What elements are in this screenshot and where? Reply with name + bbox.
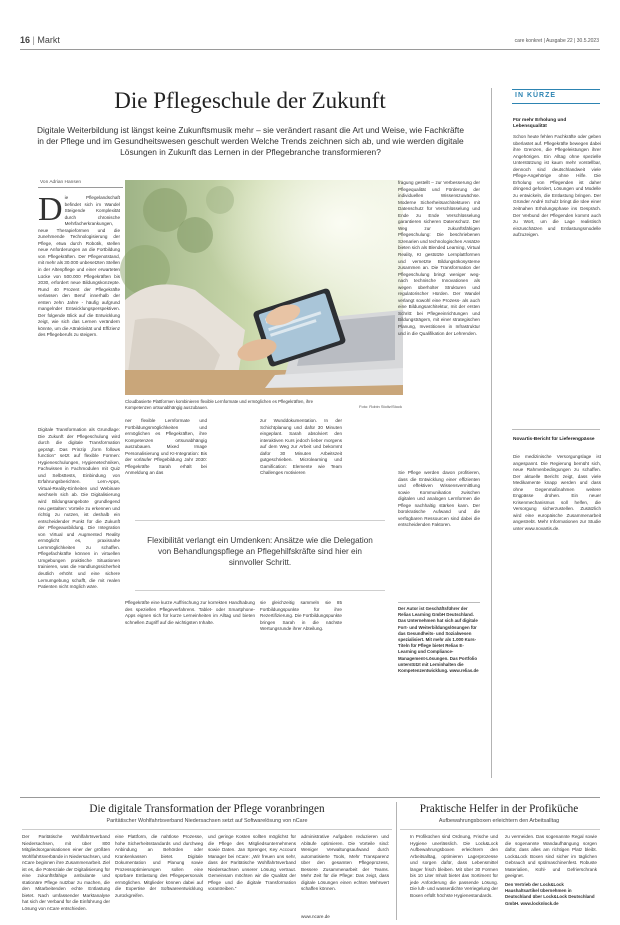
sidebar-item2-title: Novartis-Bericht für Lieferengpässe [513,437,595,442]
photo-credit: Foto: Robin Stoltz/Stock [359,404,402,409]
box-right-col2-text: zu vermeiden. Das sogenannte Regal sowie die sogenannte Wandaufhängung sorgen dafür, dass alles am richtigen Platz bleibt. Lock&Lock Boxen sind sicher im täglichen Gebrauch und spülmaschinenfest. Robuste Materialien, Kühl- und Gefrierschrank geeignet. [505,834,597,879]
bottom-boxes-divider [396,802,397,920]
box-right-col1 [410,834,498,922]
article-col4-body2 [398,470,480,528]
pull-quote: Flexibilität verlangt ein Umdenken: Ansätze wie die Delegation von Behandlungspflege an Pflegehilfskräfte sind hier ein sinnvoller Schritt. [147,536,373,567]
photo-caption: Cloudbasierte Plattformen kombinieren flexible Lernformate und ermöglichen es Pflegekräften, ihre Kompetenzen ortsunabhängig auszubauen. [125,399,313,410]
article-col3-body [260,418,342,513]
article-photo [125,180,403,395]
issue-info: care konkret | Ausgabe 22 | 30.5.2023 [514,38,599,44]
byline-rule [38,187,123,188]
box-right-col1-text: In Profiküchen sind Ordnung, Frische und Hygiene unerlässlich. Die Lock&Lock Aufbewahrungsboxen erleichtern den Arbeitsalltag, optimieren Lagerprozesse und sorgen dafür, dass Lebensmittel länger frisch bleiben. Mit über 30 Formen bis 10 Liter Inhalt bietet das Sortiment für jede Anforderung die passende Lösung. Die luft- und wasserdichte Verriegelung der Boxen erfüllt höchste Hygienestandards. [410,834,498,898]
col3-body-text: zur Wunddokumentation. In der Schichtplanung und dafür 30 Minuten eingeplant. Sarah absolviert den interaktiven Kurs jedoch lieber morgens auf dem Weg zur Arbeit und bekommt dafür 30 Minuten Arbeitszeit gutgeschrieben. Microlearning und Gamification: Elemente wie Team Challenges motivieren [260,418,342,476]
quote-rule-bottom [135,590,385,591]
sidebar-top-rule [512,89,600,90]
col1-body-text: Digitale Transformation als Grundlage: Die Zukunft der Pflegeschulung wird durch die digitale Transformation geprägt. Das Prinzip „form follows function“ setzt auf flexible Formen: Hygieneschulungen, Hygienetechniken, Fachwissen in Fachmodulen mit Quiz und Selbsttests, Einbindung von Erfahrungsberichten. Lern-Apps, Virtual-Reality-Einheiten und Webinare wechseln sich ab. Die Digitalisierung wird Bildungsangebote grundlegend neu gestalten: Vorteile zu erkennen und richtig zu nutzen, ist deshalb ein entscheidender Punkt für die Zukunft der Pflegeausbildung. Die Integration von Virtual und Augmented Reality ermöglicht es, praxisnahe Lernmöglichkeiten zu schaffen. Pflegefachkräfte können in virtuellen Umgebungen praktische Situationen trainieren, was die Handlungssicherheit deutlich erhöht und eine sichere Lernumgebung schafft, die mit realen Patienten nicht möglich wäre. [38,427,120,590]
article-col2-bottom [125,600,255,783]
article-col4-body [398,180,480,465]
sidebar-label-rule [512,103,600,104]
page-number: 16 [20,35,31,45]
article-col2-body [125,418,207,513]
box-right-contact-text: Den Vertrieb der Lock&Lock Haushaltsartikel übernehmen in Deutschland über Lock&Lock Deutschland GmbH. www.locknlock.de [505,882,595,906]
col2-bottom-text: Pflegekräfte eine kurze Auffrischung zur korrekten Handhabung des speziellen Pflegeverfahrens. Tablet- oder Smartphone-Apps eignen sich für kurze Lerneinheiten im Alltag und bieten schnellen Zugriff auf die wichtigsten Inhalte. [125,600,255,625]
author-box-text: Der Autor ist Geschäftsführer der Relias Learning GmbH Deutschland. Das Unternehmen hat sich auf digitale Fort- und Weiterbildungslösungen für das Gesundheits- und Sozialwesen spezialisiert. Mit mehr als 1.000 Kurs-Titeln für Pflege bietet Relias E-Learning und Compliance-Management-Lösungen. Das Portfolio unterstützt mit Lerninhalten die Kompetenzentwicklung. [398,606,478,674]
box-left-title: Die digitale Transformation der Pflege voranbringen [89,803,325,815]
box-left-col2-text: eine Plattform, die nahtlose Prozesse, hohe Sicherheitsstandards und durchweg Anbindung an Behörden oder Krankenkassen bietet. Digitale Dokumentation und Planung sowie Prozessoptimierungen sollen eine spürbare Entlastung des Pflegepersonals ermöglichen. Mitglieder können dabei auf die Expertise der Softwareentwicklung zurückgreifen. [115,834,203,898]
box-right-contact [505,882,597,922]
author-box-rule [398,602,480,603]
section-label: Markt [37,35,60,45]
bottom-boxes-rule [20,797,600,798]
article-col1-body [38,427,120,783]
col2-body-text: ner flexible Lernformate und Fortbildungsmöglichkeiten und ermöglichen es Pflegekräften, ihre Kompetenzen ortsunabhängig auszubauen. Mixed Image Personalisierung und KI-Integration: Bis der vorläufer Pflegebildung Jahr 2030: Pflegekräfte Sarah erhält bei Anmeldung an das [125,418,207,476]
box-left-col4-text: administrative Aufgaben reduzieren und Abläufe optimieren. Die Vorteile sind: Weniger Verwaltungsaufwand durch automatisierte Tools, Mehr Transparenz über den gesamten Pflegeprozess, Bessere Zusammenarbeit der Teams. Mehr Zeit für die Pflege: Das zeigt, dass digitale Lösungen einen echten Mehrwert schaffen können. [301,834,389,892]
box-left-url[interactable]: www.ncare.de [301,914,330,919]
page-number-section [20,35,60,45]
article-col1-intro [38,191,120,424]
sidebar-divider [491,88,492,778]
dropcap: D [38,191,63,228]
sidebar-item1-body: Schon heute fehlen Fachkräfte oder geben überlastet auf. Pflegekräfte bewegen dabei ihre Grenzen, die Pflegeleistungen ihrer Angehörigen. Ein Alltag ohne spezielle Unterstützung ist kaum mehr vorstellbar, dennoch sind deutschlandweit viele Pflege-Angehörige ohne Hilfe. Die Erholung von Pflegenden ist daher dringend gefordert, Lösungen und Modelle zu entwickeln, die Entlastung bringen. Der Gründer André Schulz bringt die Idee einer zeitnahen Erholungsphase ins Gespräch. Der Verbund der Pflegenden kommt auch zu Wort, um die Lage realistisch einzuschätzen und Entlastungsmodelle aufzuzeigen. [513,134,601,238]
box-right-subtitle: Aufbewahrungsboxen erleichtern den Arbeitsalltag [438,818,560,824]
quote-rule-top [135,520,385,521]
box-right-col2 [505,834,597,879]
box-left-col3-text: und geringe Kosten sollten möglichst für die Pflege des Mitgliedsunternehmens sowie Daten. Jan Sprenger, Key Account Manager bei nCare: „Wir freuen uns sehr, dass der Paritätische Wohlfahrtsverband Niedersachsen unserer Lösung vertraut. Gemeinsam möchten wir die Qualität der Pflege und die digitale Transformation vorantreiben.“ [208,834,296,892]
byline: Von Adrian Hansen [40,180,82,185]
author-box [398,606,480,736]
author-url[interactable]: www.relias.de [449,668,479,674]
box-right-title: Praktische Helfer in der Profiküche [419,803,579,815]
article-subtitle: Digitale Weiterbildung ist längst keine Zukunftsmusik mehr – sie verändert rasant die Art und Weise, wie Fachkräfte in der Pflege und im Gesundheitswesen geschult werden Welche Trends zeichnen sich ab, und wie werden digitale Lösungen in Zukunft das Lernen in der Pflegebranche transformieren? [36,125,464,157]
box-left-subtitle: Paritätischer Wohlfahrtsverband Niedersachsen setzt auf Softwarelösung von nCare [106,818,308,824]
photo-laptop-tablet-illustration [125,180,403,395]
col4-body2-text: Sie Pflege werden davon profitieren, dass die Entwicklung einer effizienten und effektiven Wissensvermittlung sowie Kommunikation zwischen digitalen und analogen Lernformen die Pflege nachhaltig stärken kann. Der bürokratische Aufwand und die verfügbaren Ressourcen sind dabei die entscheidenden Faktoren. [398,470,480,528]
box-left-subtitle-rule [22,829,392,830]
box-left-col2 [115,834,203,922]
sidebar-label: IN KÜRZE [515,92,557,99]
sidebar-item1-text [513,134,601,384]
article-title: Die Pflegeschule der Zukunft [114,88,386,113]
box-left-col3 [208,834,296,922]
sidebar-item2-text [513,454,601,784]
box-right-subtitle-rule [400,829,600,830]
intro-text: ie Pflegelandschaft befindet sich im Wandel Steigende Komplexität durch chronische Mehrfacherkrankungen, neue Therapieformen und die zunehmende Technologisierung der Pflege, etwa durch Robotik, stellen neue Anforderungen an die Fortbildung von Pflegekräften. Der Pflegenotstand, mit mehr als 30.000 unbesetzten Stellen in der Altenpflege und einer erwarteten Lücke von 500.000 Pflegekräften bis 2030, erfordert neue Bildungskonzepte. Rund 40 Prozent der Pflegekräfte verlassen den Beruf innerhalb der ersten zehn Jahre - häufig aufgrund mangelnder Entwicklungsperspektiven. Der folgende Blick auf die Entwicklung zeigt, wie sich das Lernen verändern könnte, um die Attraktivität und Effizienz des Pflegeberufs zu steigern. [38,195,120,338]
box-left-col4 [301,834,389,914]
sidebar-item-separator [512,429,600,430]
article-col3-bottom [260,600,342,783]
header-rule [20,49,600,50]
sidebar-item1-title: Für mehr Erholung und Lebensqualität [513,118,567,130]
box-left-col1 [22,834,110,922]
sidebar-item2-body: Die medizinische Versorgungslage ist angespannt. Die Regierung bemüht sich, neue Rahmenbedingungen zu schaffen. Der aktuelle Bericht zeigt, dass viele Medikamente knapp werden und dass ohne Gegenmaßnahmen weitere Engpässe drohen. Ein neuer Krisenmechanismus soll helfen, die Versorgung sicherzustellen. Zusätzlich wird eine europäische Zusammenarbeit angestrebt. Mehr Informationen zur Studie unter www.novartis.de. [513,454,601,532]
box-left-col1-text: Der Paritätische Wohlfahrtsverband Niedersachsen, mit über 800 Mitgliedsorganisationen einer der größten Wohlfahrtsverbände in Niedersachsen, und nCare beginnen ihre Zusammenarbeit. Ziel ist es, die Potenziale der Digitalisierung für eine zukunftsfähige ambulante und stationäre Pflege nutzbar zu machen, die den Mitarbeitenden echte Entlastung bietet. Nach umfassender Marktanalyse hat sich der Verband für die Einführung der Lösung von nCare entschieden. [22,834,111,912]
col4-body-text: fragung gestellt – zur Verbesserung der Pflegequalität und Förderung der individuellen Wissenszuwächse. Moderne Sicherheitsarchitekturen mit Datenschutz für Verschlüsselung und Ende zu Ende Verschlüsselung garantieren sicheren Datenschutz. Der Weg zur zukunftsfähigen Pflegeschulung: Die beschriebenen Szenarien und technologischen Ansätze bieten sich als Blended Learning, Virtual Reality, KI gestützte Lernplattformen und vernetzte Bildungsökosysteme zusammen an. Die Transformation der Pflegeschulung bringt weniger weg- nach technische Innovationen als wegen überholter Strukturen und regulatorischer Hürden. Der Wandel verlangt sowohl eine Prozess- als auch eine Bildungsarchitektur, mit der ersten Schritt: bei Pflegeeinrichtungen und Bildungsträgern, mit einer strategischen Planung, Investitionen in Infrastruktur und in die Qualifikation der Lehrenden. [398,180,480,336]
header-separator: | [32,35,38,45]
col3-bottom-text: sie gleichzeitig sammeln sie 85 Fortbildungspunkte für ihre Rezertifizierung. Die Fortbildungspunkte bringen Sarah in die nächste Wertungsrunde ihrer Abteilung. [260,600,342,632]
